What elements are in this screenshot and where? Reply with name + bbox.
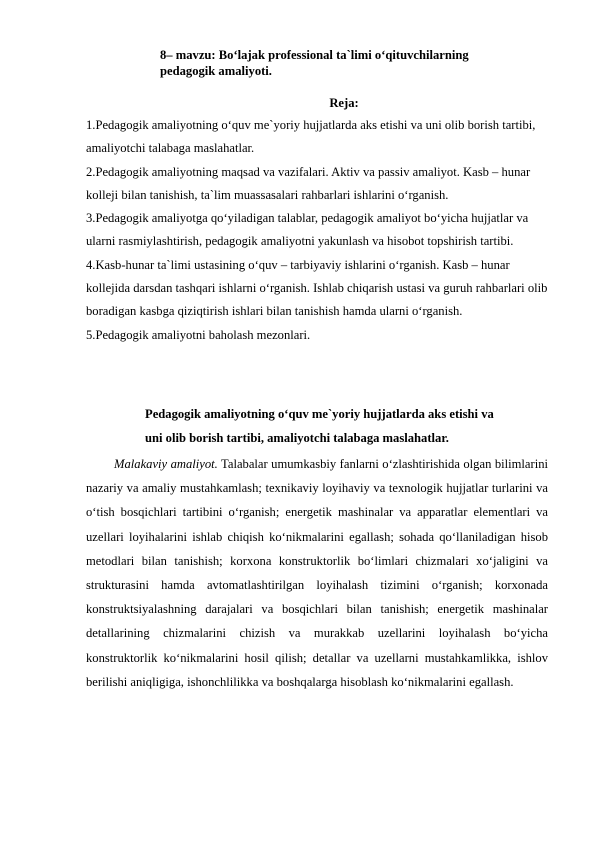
plan-heading: Reja: (329, 96, 359, 110)
topic-title (160, 47, 540, 79)
section-heading-line2: uni olib borish tartibi, amaliyotchi talabaga maslahatlar. (145, 431, 449, 445)
paragraph-term: Malakaviy amaliyot. (114, 457, 218, 471)
body-paragraph (86, 452, 548, 694)
plan-item-4: 4.Kasb-hunar ta`limi ustasining o‘quv – tarbiyaviy ishlarini o‘rganish. Kasb – hunar kollejida darsdan tashqari ishlarni o‘rganish. Ishlab chiqarish ustasi va guruh rahbarlari olib boradigan kasbga qiziqtirish ishlari bilan tanishish hamda ularni o‘rganish. (86, 257, 548, 319)
topic-title-line1: 8– mavzu: Bo‘lajak professional ta`limi o‘qituvchilarning (160, 48, 469, 62)
section-heading-line1: Pedagogik amaliyotning o‘quv me`yoriy hujjatlarda aks etishi va (145, 407, 494, 421)
plan-item-2: 2.Pedagogik amaliyotning maqsad va vazifalari. Aktiv va passiv amaliyot. Kasb – hunar kolleji bilan tanishish, ta`lim muassasalari rahbarlari ishlarini o‘rganish. (86, 164, 531, 202)
topic-title-line2: pedagogik amaliyoti. (160, 64, 272, 78)
plan-item-3: 3.Pedagogik amaliyotga qo‘yiladigan talablar, pedagogik amaliyot bo‘yicha hujjatlar va ularni rasmiylashtirish, pedagogik amaliyotni yakunlash va hisobot topshirish tartibi. (86, 211, 529, 249)
plan-item-5: 5.Pedagogik amaliyotni baholash mezonlari. (86, 327, 311, 342)
section-heading (145, 402, 545, 450)
paragraph-text: Talabalar umumkasbiy fanlarni o‘zlashtirishida olgan bilimlarini nazariy va amaliy mustahkamlash; texnikaviy loyihaviy va texnologik hujjatlar turlarini va o‘tish bosqichlari tartibini o‘rganish; energetik mashinalar va apparatlar elementlari va uzellari loyihalarini ishlab chiqish ko‘nikmalarini egallash; sohada qo‘llaniladigan hisob metodlari bilan tanishish; korxona konstruktorlik bo‘limlari chizmalari xo‘jaligini va strukturasini hamda avtomatlashtirilgan loyihalash tizimini o‘rganish; korxonada konstruktsiyalashning darajalari va bosqichlari bilan tanishish; energetik mashinalar detallarining chizmalarini chizish va murakkab uzellarini loyihalash bo‘yicha konstruktorlik ko‘nikmalarini hosil qilish; detallar va uzellarni mustahkamlikka, ishlov berilishi aniqligiga, ishonchlilikka va boshqalarga hisoblash ko‘nikmalarini egallash. (86, 457, 548, 689)
plan-item-1: 1.Pedagogik amaliyotning o‘quv me`yoriy hujjatlarda aks etishi va uni olib borish tartibi, amaliyotchi talabaga maslahatlar. (86, 118, 536, 156)
plan-list (86, 114, 548, 347)
